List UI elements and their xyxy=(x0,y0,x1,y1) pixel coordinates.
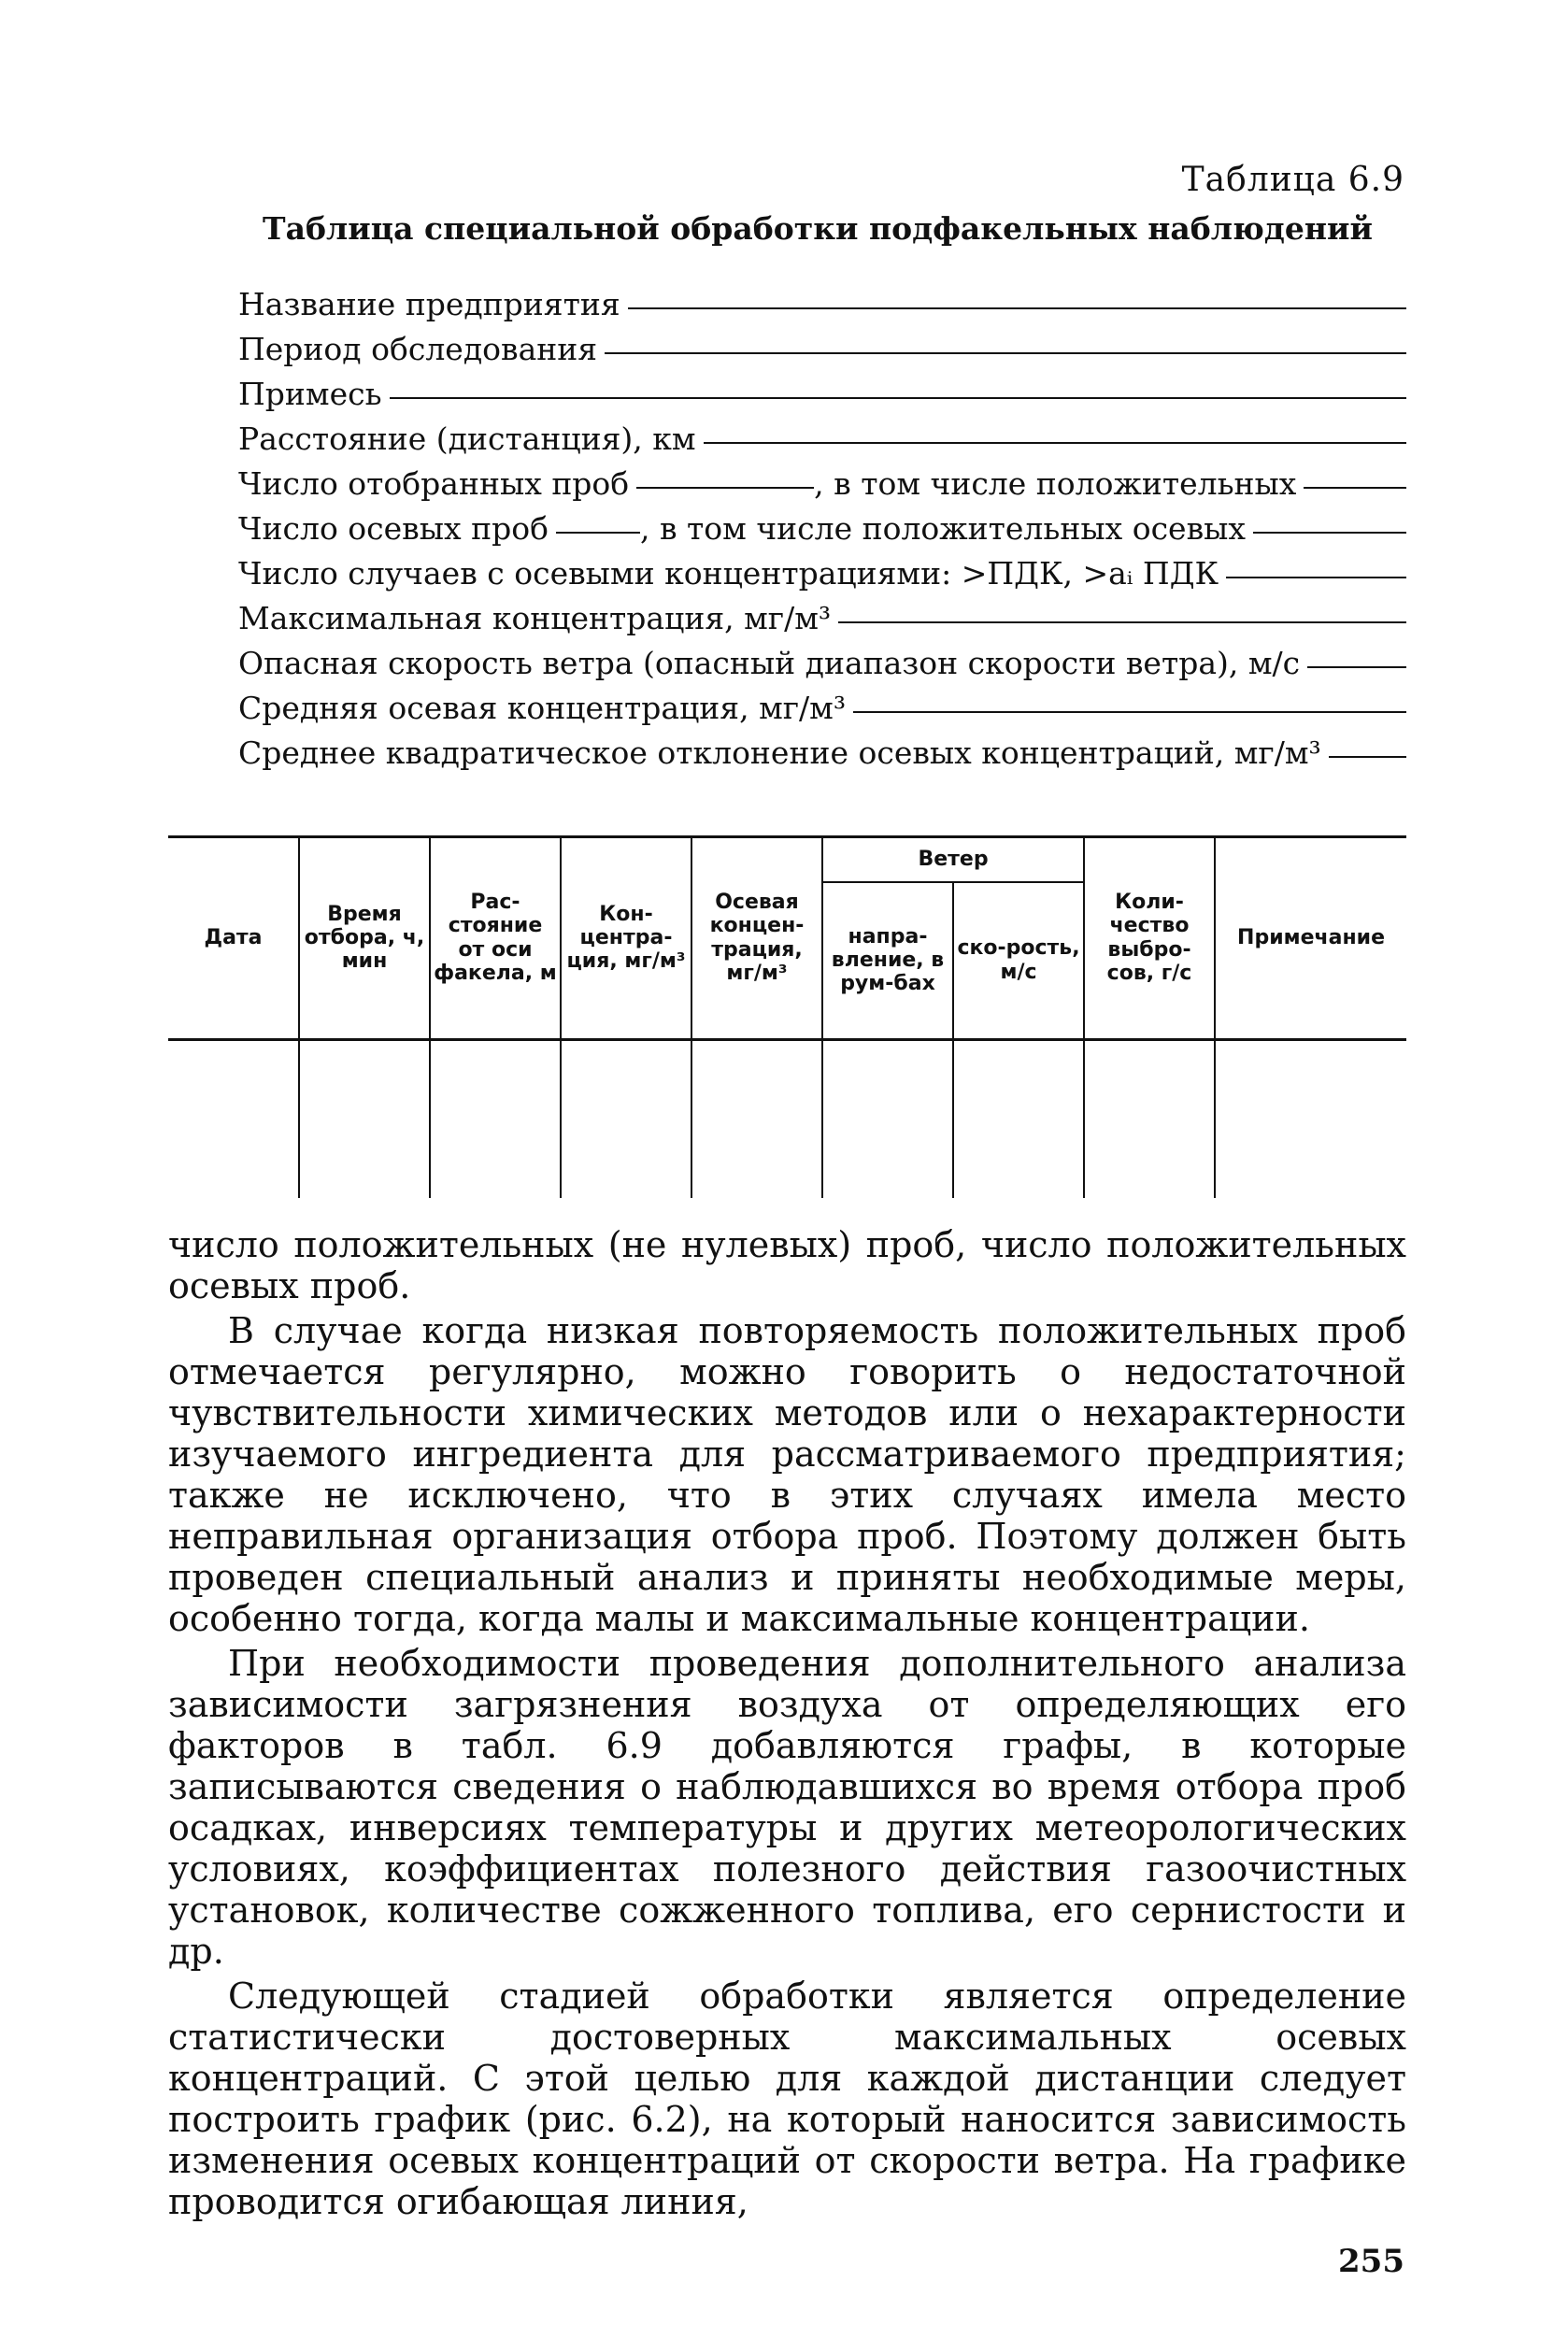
col-header-date: Дата xyxy=(168,837,299,1040)
fill-line xyxy=(1307,666,1406,668)
fill-line xyxy=(390,397,1406,399)
field-row xyxy=(238,322,1406,367)
fill-line xyxy=(1226,577,1406,578)
paragraph: Следующей стадией обработки является определение статистически достоверных максимальных осевых концентраций. С этой целью для каждой дистанции следует построить график (рис. 6.2), на который наносится зависимость изменения осевых концентраций от скорости ветра. На графике проводится огибающая линия, xyxy=(168,1975,1406,2222)
table-cell xyxy=(299,1039,430,1198)
field-row xyxy=(238,367,1406,412)
page-number: 255 xyxy=(1338,2243,1404,2280)
fill-line xyxy=(605,352,1406,354)
field-label: Число отобранных проб xyxy=(238,465,630,502)
field-label: Число случаев с осевыми концентрациями: >ПДК, >aᵢ ПДК xyxy=(238,555,1219,592)
table-cell xyxy=(561,1039,691,1198)
table-cell xyxy=(1215,1039,1406,1198)
col-header-direction: напра-вление, в рум-бах xyxy=(822,882,953,1039)
table-cell xyxy=(822,1039,953,1198)
fill-line xyxy=(1253,532,1406,534)
field-row xyxy=(238,592,1406,636)
field-row xyxy=(238,726,1406,771)
paragraph: число положительных (не нулевых) проб, число положительных осевых проб. xyxy=(168,1224,1406,1306)
field-label: Максимальная концентрация, мг/м³ xyxy=(238,600,832,636)
field-row xyxy=(238,457,1406,502)
fill-line xyxy=(636,487,814,489)
field-label: Название предприятия xyxy=(238,286,620,322)
field-row xyxy=(238,547,1406,592)
table-cell xyxy=(953,1039,1084,1198)
table-cell xyxy=(168,1039,299,1198)
table-row xyxy=(168,1039,1406,1198)
field-row xyxy=(238,412,1406,457)
paragraph: При необходимости проведения дополнительного анализа зависимости загрязнения воздуха от определяющих его факторов в табл. 6.9 добавляются графы, в которые записываются сведения о наблюдавшихся во время отбора проб осадках, инверсиях температуры и других метеорологических условиях, коэффициентах полезного действия газоочистных установок, количестве сожженного топлива, его сернистости и др. xyxy=(168,1643,1406,1972)
fill-line xyxy=(1329,756,1406,758)
table-title: Таблица специальной обработки подфакельных наблюдений xyxy=(263,210,1373,247)
fill-line xyxy=(853,711,1406,713)
col-header-concentration: Кон-центра-ция, мг/м³ xyxy=(561,837,691,1040)
col-header-wind: Ветер xyxy=(822,837,1084,883)
fill-line xyxy=(1304,487,1406,489)
field-row xyxy=(238,681,1406,726)
field-label: Средняя осевая концентрация, мг/м³ xyxy=(238,690,847,726)
field-label: Среднее квадратическое отклонение осевых концентраций, мг/м³ xyxy=(238,735,1321,771)
field-row xyxy=(238,636,1406,681)
field-row xyxy=(238,502,1406,547)
form-fields xyxy=(238,278,1406,771)
field-label: , в том числе положительных осевых xyxy=(639,510,1247,547)
body-text xyxy=(168,1224,1406,2222)
col-header-distance: Рас-стояние от оси факела, м xyxy=(430,837,561,1040)
field-label: Примесь xyxy=(238,376,382,412)
field-label: , в том числе положительных xyxy=(814,465,1297,502)
observation-table xyxy=(168,835,1406,1198)
fill-line xyxy=(628,307,1406,309)
field-label: Период обследования xyxy=(238,331,598,367)
col-header-note: Примечание xyxy=(1215,837,1406,1040)
col-header-emissions: Коли-чество выбро-сов, г/с xyxy=(1084,837,1215,1040)
field-label: Расстояние (дистанция), км xyxy=(238,421,696,457)
field-row xyxy=(238,278,1406,322)
field-label: Число осевых проб xyxy=(238,510,549,547)
fill-line xyxy=(704,442,1406,444)
col-header-time: Время отбора, ч, мин xyxy=(299,837,430,1040)
table-cell xyxy=(430,1039,561,1198)
table-cell xyxy=(691,1039,822,1198)
col-header-axial: Осевая концен-трация, мг/м³ xyxy=(691,837,822,1040)
table-number: Таблица 6.9 xyxy=(1181,161,1404,199)
table-cell xyxy=(1084,1039,1215,1198)
field-label: Опасная скорость ветра (опасный диапазон скорости ветра), м/с xyxy=(238,645,1301,681)
fill-line xyxy=(838,621,1406,623)
col-header-speed: ско-рость, м/с xyxy=(953,882,1084,1039)
paragraph: В случае когда низкая повторяемость положительных проб отмечается регулярно, можно говорить о недостаточной чувствительности химических методов или о нехарактерности изучаемого ингредиента для рассматриваемого предприятия; также не исключено, что в этих случаях имела место неправильная организация отбора проб. Поэтому должен быть проведен специальный анализ и приняты необходимые меры, особенно тогда, когда малы и максимальные концентрации. xyxy=(168,1310,1406,1639)
fill-line xyxy=(556,532,640,534)
